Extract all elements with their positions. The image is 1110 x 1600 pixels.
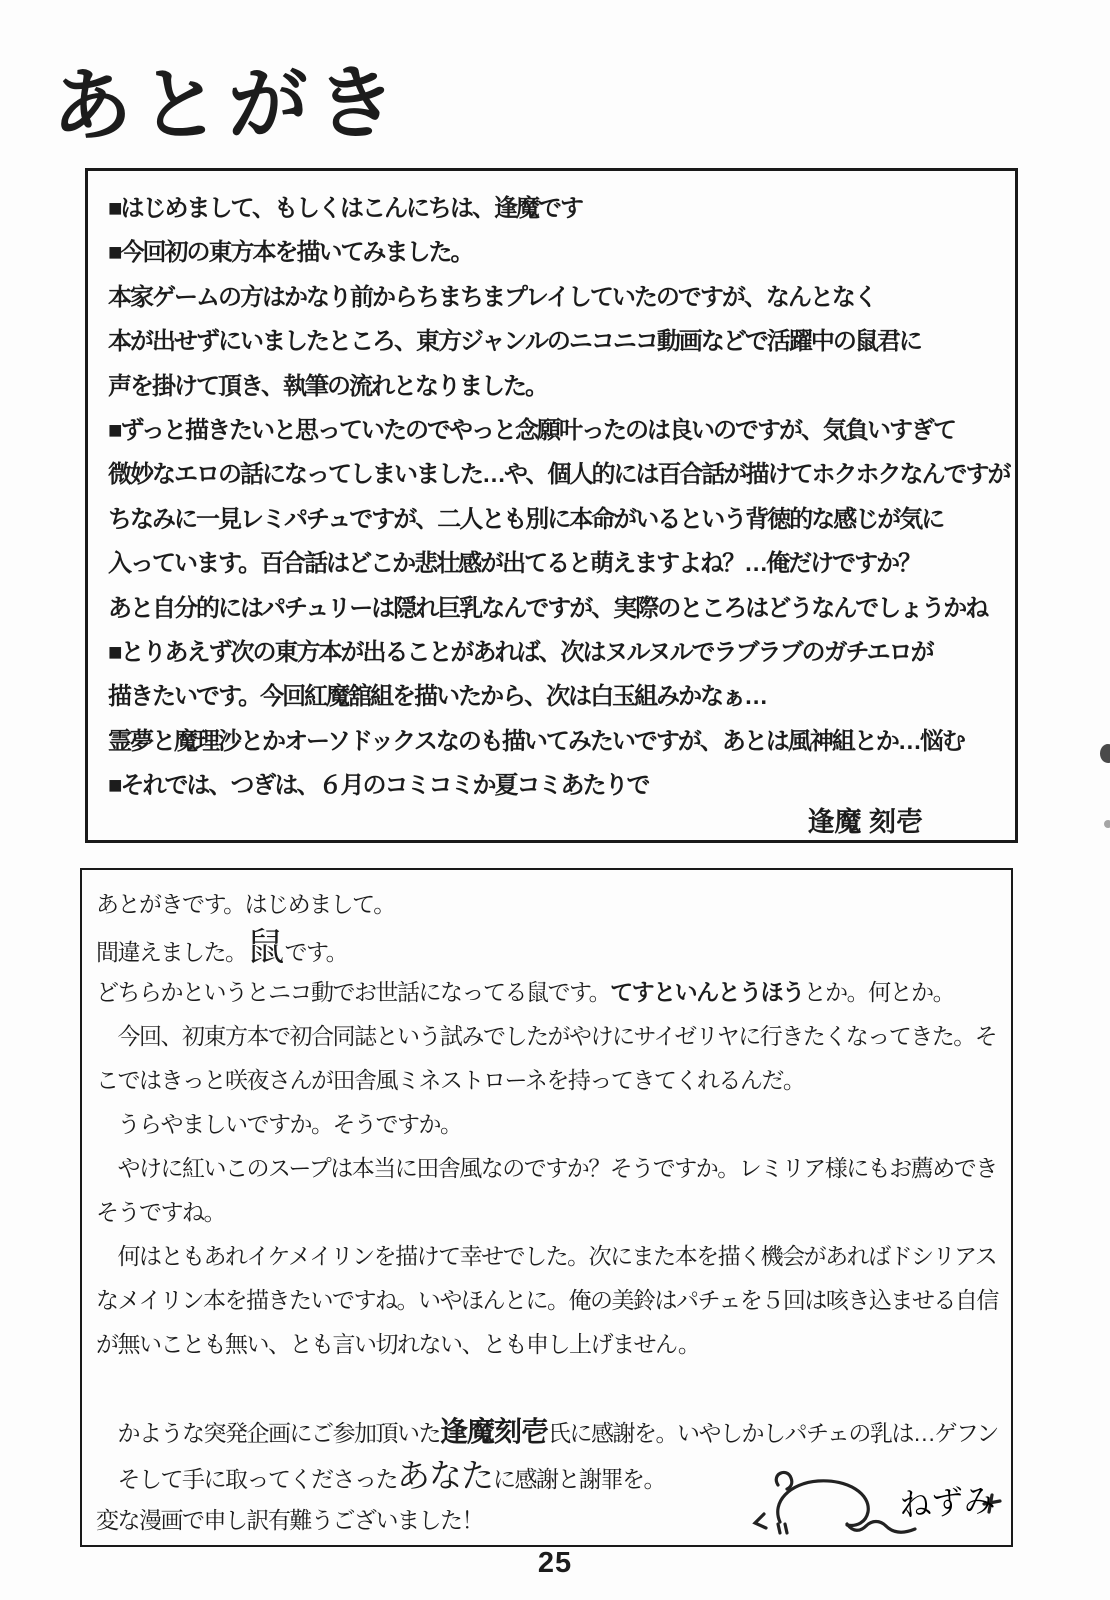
mouse-doodle-icon — [748, 1466, 1008, 1538]
text-line: かような突発企画にご参加頂いた逢魔刻壱氏に感謝を。いやしかしパチェの乳は…ゲフン — [96, 1416, 998, 1447]
scan-artifact — [1104, 820, 1110, 828]
text-line: 本家ゲームの方はかなり前からちまちまプレイしていたのですが、なんとなく — [108, 283, 876, 311]
afterword-box-nezumi — [80, 868, 1013, 1547]
text-line: 本が出せずにいましたところ、東方ジャンルのニコニコ動画などで活躍中の鼠君に — [108, 328, 921, 356]
text-line: そして手に取ってくださったあなたに感謝と謝罪を。 — [96, 1457, 665, 1494]
text-line: 変な漫画で申し訳有難うございました！ — [96, 1507, 483, 1533]
afterword-text — [108, 187, 1010, 808]
text-line: 霊夢と魔理沙とかオーソドックスなのも描いてみたいですが、あとは風神組とか…悩む — [108, 727, 964, 755]
text-line: が無いことも無い、とも言い切れない、とも申し上げません。 — [96, 1331, 700, 1357]
text-line: やけに紅いこのスープは本当に田舎風なのですか？そうですか。レミリア様にもお薦めでき — [96, 1155, 997, 1181]
text-line: あと自分的にはパチュリーは隠れ巨乳なんですが、実際のところはどうなんでしょうかね — [108, 594, 988, 622]
text-line: ■ずっと描きたいと思っていたのでやっと念願叶ったのは良いのですが、気負いすぎて — [108, 416, 956, 444]
scan-artifact — [1100, 744, 1110, 763]
afterword-box-ouma — [85, 168, 1018, 843]
text-line: 入っています。百合話はどこか悲壮感が出てると萌えますよね？…俺だけですか？ — [108, 550, 921, 578]
text-line: どちらかというとニコ動でお世話になってる鼠です。てすといんとうほうとか。何とか。 — [96, 979, 955, 1005]
page-number: 25 — [537, 1547, 573, 1579]
page-title: あとがき — [51, 58, 405, 151]
text-line: ちなみに一見レミパチュですが、二人とも別に本命がいるという背徳的な感じが気に — [108, 505, 944, 533]
text-line — [96, 1366, 1003, 1410]
text-line: 描きたいです。今回紅魔舘組を描いたから、次は白玉組みかなぁ… — [108, 683, 767, 711]
text-line: ■とりあえず次の東方本が出ることがあれば、次はヌルヌルでラブラブのガチエロが — [108, 638, 933, 666]
text-line: あとがきです。はじめまして。 — [96, 891, 395, 917]
text-line: 間違えました。鼠です。 — [96, 927, 348, 969]
text-line: ■今回初の東方本を描いてみました。 — [108, 239, 473, 267]
text-line: そうですね。 — [96, 1199, 225, 1225]
text-line: ■はじめまして、もしくはこんにちは、逢魔です — [108, 195, 583, 222]
author-signature: 逢魔 刻壱 — [807, 807, 923, 838]
text-line: 微妙なエロの話になってしまいました…や、個人的には百合話が描けてホクホクなんですが — [108, 461, 1010, 489]
text-line: ■それでは、つぎは、６月のコミコミか夏コミあたりで — [108, 772, 649, 800]
doodle-signature-label: ねずみ — [898, 1482, 997, 1523]
text-line: うらやましいですか。そうですか。 — [96, 1111, 462, 1137]
text-line: なメイリン本を描きたいですね。いやほんとに。俺の美鈴はパチェを５回は咳き込ませる自信 — [96, 1287, 998, 1313]
afterword-text — [96, 882, 1003, 1542]
text-line: 何はともあれイケメイリンを描けて幸せでした。次にまた本を描く機会があればドシリアス — [96, 1243, 997, 1269]
text-line: こではきっと咲夜さんが田舎風ミネストローネを持ってきてくれるんだ。 — [96, 1067, 805, 1093]
text-line: 声を掛けて頂き、執筆の流れとなりました。 — [108, 372, 548, 400]
text-line: 今回、初東方本で初合同誌という試みでしたがやけにサイゼリヤに行きたくなってきた。そ — [96, 1023, 997, 1049]
